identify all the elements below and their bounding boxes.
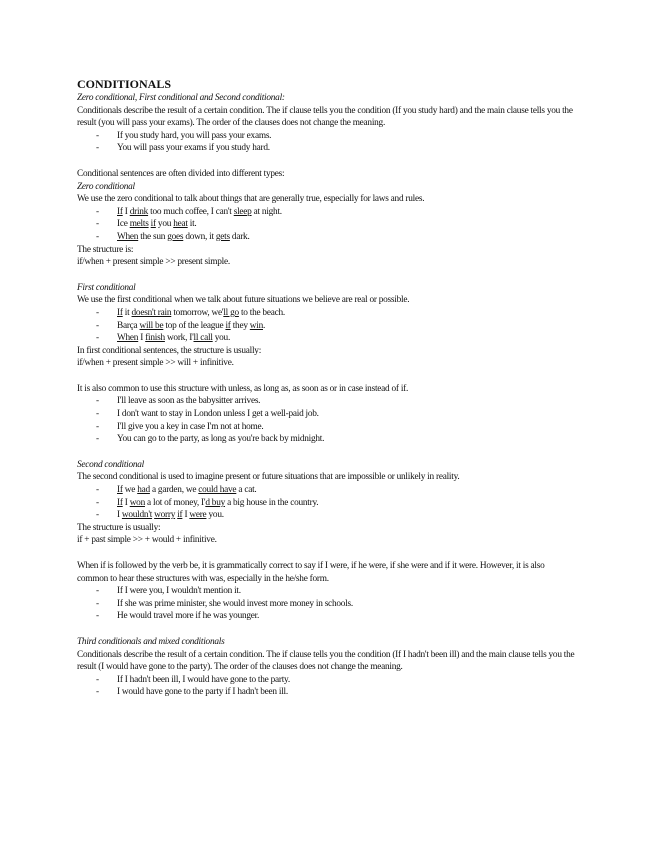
list-item <box>77 509 577 522</box>
second-conditional-section <box>77 459 577 623</box>
second-structure-label: The structure is usually: <box>77 522 161 533</box>
bullet-dash: - <box>96 206 99 217</box>
underlined-word: When <box>117 333 139 344</box>
list-item <box>77 433 577 446</box>
underlined-word: melts <box>129 219 149 230</box>
list-item <box>77 231 577 244</box>
zero-heading: Zero conditional <box>77 181 135 192</box>
bullet-dash: - <box>96 674 99 685</box>
underlined-word: If <box>117 497 123 508</box>
bullet-dash: - <box>96 143 99 154</box>
list-item <box>77 142 577 155</box>
underlined-word: will be <box>139 320 164 331</box>
underlined-word: gets <box>215 231 230 242</box>
bullet-dash: - <box>96 434 99 445</box>
underlined-word: ll call <box>193 333 213 344</box>
underlined-word: win <box>249 320 263 331</box>
bullet-dash: - <box>96 510 99 521</box>
third-example: If I hadn't been ill, I would have gone to the party. <box>117 674 290 685</box>
bullet-dash: - <box>96 497 99 508</box>
underlined-word: drink <box>129 206 149 217</box>
list-item <box>77 206 577 219</box>
underlined-word: d buy <box>205 497 225 508</box>
list-item <box>77 395 577 408</box>
types-intro: Conditional sentences are often divided into different types: <box>77 168 285 179</box>
intro-heading: Zero conditional, First conditional and Second conditional: <box>77 93 285 103</box>
bullet-dash: - <box>96 320 99 331</box>
underlined-word: if <box>150 219 156 230</box>
intro-section <box>77 92 577 155</box>
document <box>77 76 577 699</box>
bullet-dash: - <box>96 333 99 344</box>
bullet-dash: - <box>96 219 99 230</box>
list-item <box>77 686 577 699</box>
underlined-word: If <box>117 206 123 217</box>
second-example: If we had a garden, we could have a cat. <box>117 485 257 496</box>
first-text: We use the first conditional when we talk about future situations we believe are real or possible. <box>77 295 410 306</box>
first-structure-label: In first conditional sentences, the structure is usually: <box>77 345 262 356</box>
first-alt-example: I'll leave as soon as the babysitter arrives. <box>117 396 261 407</box>
first-conditional-section <box>77 282 577 446</box>
list-item <box>77 332 577 345</box>
list-item <box>77 598 577 611</box>
list-item <box>77 585 577 598</box>
underlined-word: If <box>117 307 123 318</box>
second-structure: if + past simple >> + would + infinitive. <box>77 535 217 546</box>
list-item <box>77 484 577 497</box>
bullet-dash: - <box>96 421 99 432</box>
bullet-dash: - <box>96 611 99 622</box>
underlined-word: If <box>117 485 123 496</box>
zero-structure: if/when + present simple >> present simple. <box>77 257 230 268</box>
list-item <box>77 421 577 434</box>
second-text: The second conditional is used to imagine present or future situations that are impossible or unlikely in reality. <box>77 472 460 483</box>
underlined-word: goes <box>167 231 184 242</box>
underlined-word: had <box>137 485 150 496</box>
page-title: CONDITIONALS <box>77 77 172 91</box>
second-note-example: He would travel more if he was younger. <box>117 611 260 622</box>
first-example: If it doesn't rain tomorrow, we'll go to the beach. <box>117 307 285 318</box>
intro-text: Conditionals describe the result of a certain condition. The if clause tells you the condition (If you study hard) and the main clause tells you the result (you will pass your exams). The order of the clauses does not change the meaning. <box>77 105 573 129</box>
zero-structure-label: The structure is: <box>77 244 134 255</box>
third-conditional-section <box>77 636 577 699</box>
second-note-example: If I were you, I wouldn't mention it. <box>117 586 241 597</box>
first-heading: First conditional <box>77 282 136 293</box>
underlined-word: worry <box>154 510 176 521</box>
list-item <box>77 218 577 231</box>
bullet-dash: - <box>96 307 99 318</box>
third-heading: Third conditionals and mixed conditionals <box>77 636 225 647</box>
first-alt-example: I don't want to stay in London unless I get a well-paid job. <box>117 409 319 420</box>
bullet-dash: - <box>96 130 99 141</box>
underlined-word: if <box>177 510 183 521</box>
zero-example: When the sun goes down, it gets dark. <box>117 231 250 242</box>
underlined-word: if <box>225 320 231 331</box>
bullet-dash: - <box>96 598 99 609</box>
bullet-dash: - <box>96 396 99 407</box>
underlined-word: heat <box>173 219 188 230</box>
list-item <box>77 307 577 320</box>
list-item <box>77 497 577 510</box>
underlined-word: wouldn't <box>121 510 153 521</box>
first-alt-example: I'll give you a key in case I'm not at home. <box>117 421 264 432</box>
second-heading: Second conditional <box>77 459 145 470</box>
zero-text: We use the zero conditional to talk about things that are generally true, especially for laws and rules. <box>77 194 425 205</box>
underlined-word: could have <box>198 485 237 496</box>
underlined-word: doesn't rain <box>131 307 172 318</box>
list-item <box>77 408 577 421</box>
first-example: Barça will be top of the league if they win. <box>117 320 266 331</box>
list-item <box>77 674 577 687</box>
bullet-dash: - <box>96 687 99 698</box>
bullet-dash: - <box>96 485 99 496</box>
underlined-word: were <box>189 510 207 521</box>
list-item <box>77 320 577 333</box>
first-alt-text: It is also common to use this structure with unless, as long as, as soon as or in case instead of if. <box>77 383 409 394</box>
third-example: I would have gone to the party if I hadn't been ill. <box>117 687 288 698</box>
underlined-word: sleep <box>233 206 252 217</box>
zero-conditional-section <box>77 168 577 269</box>
underlined-word: When <box>117 231 139 242</box>
intro-example: You will pass your exams if you study hard. <box>117 143 270 154</box>
underlined-word: ll go <box>223 307 239 318</box>
second-example: If I won a lot of money, I'd buy a big house in the country. <box>117 497 319 508</box>
list-item <box>77 610 577 623</box>
zero-example: If I drink too much coffee, I can't sleep at night. <box>117 206 282 217</box>
underlined-word: finish <box>145 333 165 344</box>
underlined-word: won <box>129 497 145 508</box>
bullet-dash: - <box>96 409 99 420</box>
first-alt-example: You can go to the party, as long as you're back by midnight. <box>117 434 325 445</box>
intro-example: If you study hard, you will pass your exams. <box>117 130 272 141</box>
bullet-dash: - <box>96 586 99 597</box>
list-item <box>77 130 577 143</box>
third-text: Conditionals describe the result of a certain condition. The if clause tells you the condition (If I hadn't been ill) and the main clause tells you the result (I would have gone to the party). The order of the clauses does not change the meaning. <box>77 649 575 673</box>
second-note: When if is followed by the verb be, it is grammatically correct to say if I were, if he were, if she were and if it were. However, it is also common to hear these structures with was, especially in the he/she form. <box>77 561 545 584</box>
zero-example: Ice melts if you heat it. <box>117 219 197 230</box>
first-example: When I finish work, I'll call you. <box>117 333 231 344</box>
first-structure: if/when + present simple >> will + infinitive. <box>77 358 234 369</box>
bullet-dash: - <box>96 231 99 242</box>
second-note-example: If she was prime minister, she would invest more money in schools. <box>117 598 353 609</box>
second-example: I wouldn't worry if I were you. <box>117 510 224 521</box>
